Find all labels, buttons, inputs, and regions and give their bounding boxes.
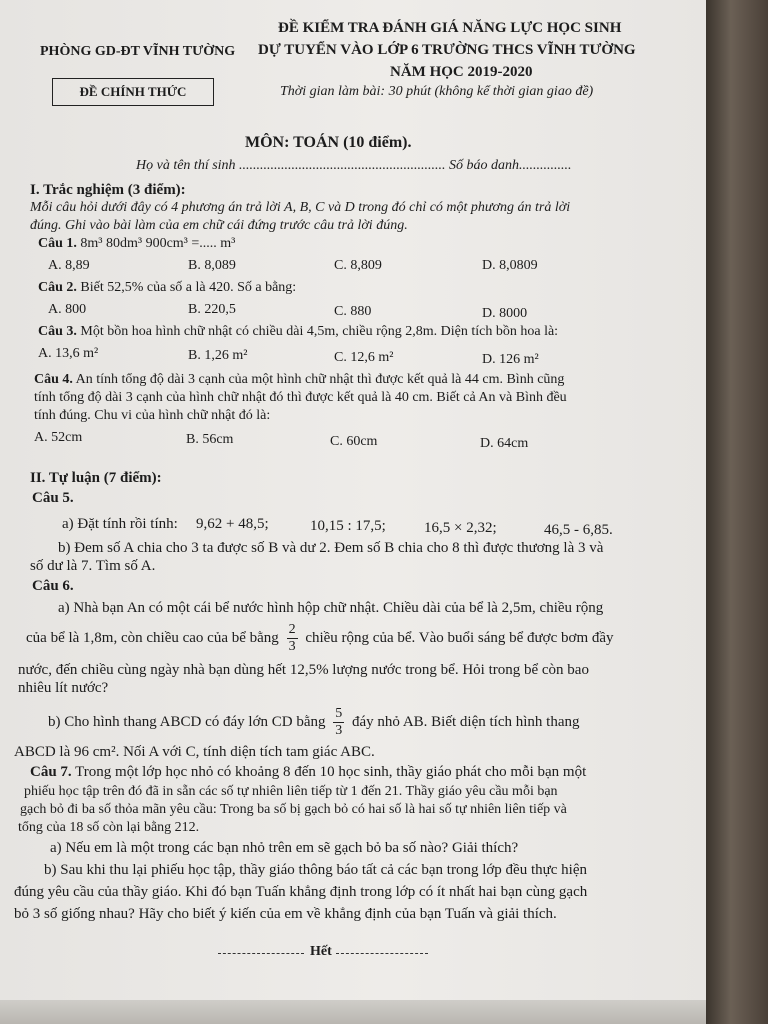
q6a-fraction-denominator: 3 <box>288 639 296 654</box>
q7a-text: a) Nếu em là một trong các bạn nhỏ trên em sẽ gạch bỏ ba số nào? Giải thích? <box>50 840 519 856</box>
candidate-id-label: Số báo danh <box>449 158 520 173</box>
question-3 <box>38 324 558 340</box>
q5a-label: a) Đặt tính rồi tính: <box>62 516 178 532</box>
q5a-item-3: 16,5 × 2,32; <box>424 520 497 536</box>
q4-option-c: C. 60cm <box>330 434 378 449</box>
q6a-fraction <box>287 622 298 655</box>
q1-option-c: C. 8,809 <box>334 258 382 273</box>
q6a-line3: nước, đến chiều cùng ngày nhà bạn dùng hết 12,5% lượng nước trong bể. Hỏi trong bể còn bao <box>18 662 589 678</box>
q6a-line2-pre: của bể là 1,8m, còn chiều cao của bể bằng <box>26 629 279 646</box>
q1-option-b: B. 8,089 <box>188 258 236 273</box>
q6b-fraction <box>333 706 344 739</box>
candidate-name-label: Họ và tên thí sinh <box>136 158 236 173</box>
q3-option-b: B. 1,26 m² <box>188 348 248 363</box>
question-7-line1 <box>30 764 586 781</box>
subject-title: MÔN: TOÁN (10 điểm). <box>245 134 412 151</box>
q5b-line2: số dư là 7. Tìm số A. <box>30 558 156 574</box>
q5a-item-4: 46,5 - 6,85. <box>544 522 613 538</box>
q6a-fraction-numerator: 2 <box>288 622 296 637</box>
q5b-line1: b) Đem số A chia cho 3 ta được số B và dư 2. Đem số B chia cho 8 thì được thương là 3 và <box>58 540 604 556</box>
q3-option-a: A. 13,6 m² <box>38 346 99 361</box>
question-4-text-line1: An tính tổng độ dài 3 cạnh của một hình chữ nhật thì được kết quả là 44 cm. Bình cũng <box>75 372 565 387</box>
exam-title-line2: DỰ TUYỂN VÀO LỚP 6 TRƯỜNG THCS VĨNH TƯỜNG <box>258 42 636 58</box>
part1-instruction-line2: đúng. Ghi vào bài làm của em chữ cái đứng trước câu trả lời đúng. <box>30 218 408 233</box>
q6a-line2 <box>26 622 614 655</box>
q6b-pre: b) Cho hình thang ABCD có đáy lớn CD bằng <box>48 713 326 730</box>
table-surface <box>0 1000 706 1024</box>
q7-line4: tổng của 18 số còn lại bằng 212. <box>18 820 200 835</box>
q4-option-b: B. 56cm <box>186 432 234 447</box>
q6b-fraction-denominator: 3 <box>335 723 343 738</box>
question-3-text: Một bồn hoa hình chữ nhật có chiều dài 4,5m, chiều rộng 2,8m. Diện tích bồn hoa là: <box>80 324 559 339</box>
q7b-line1: b) Sau khi thu lại phiếu học tập, thầy giáo thông báo tất cả các bạn trong lớp đều thực hiện <box>44 862 587 878</box>
q4-option-d: D. 64cm <box>480 436 529 451</box>
end-dash-left <box>218 953 304 954</box>
q2-option-d: D. 8000 <box>482 306 528 321</box>
question-2-text: Biết 52,5% của số a là 420. Số a bằng: <box>80 280 297 295</box>
q6a-line2-post: chiều rộng của bể. Vào buổi sáng bể được bơm đầy <box>305 629 614 646</box>
end-dash-right <box>336 953 428 954</box>
q7-text-line1: Trong một lớp học nhỏ có khoảng 8 đến 10 học sinh, thầy giáo phát cho mỗi bạn một <box>75 764 587 780</box>
question-4-line2: tính tổng độ dài 3 cạnh của hình chữ nhật đó thì được kết quả là 40 cm. Biết cả An và Bình đều <box>34 390 567 405</box>
school-year: NĂM HỌC 2019-2020 <box>390 64 533 80</box>
department-name: PHÒNG GD-ĐT VĨNH TƯỜNG <box>40 44 236 59</box>
q7b-line3: bỏ 3 số giống nhau? Hãy cho biết ý kiến của em về khẳng định của bạn Tuấn và giải thích. <box>14 906 557 922</box>
question-7-label: Câu 7. <box>30 764 72 780</box>
q3-option-c: C. 12,6 m² <box>334 350 394 365</box>
q1-option-d: D. 8,0809 <box>482 258 538 273</box>
question-6-label: Câu 6. <box>32 578 74 594</box>
q5a-item-1: 9,62 + 48,5; <box>196 516 269 532</box>
part2-heading: II. Tự luận (7 điểm): <box>30 470 162 486</box>
candidate-id-dots: ............... <box>519 158 572 173</box>
q6a-line1: a) Nhà bạn An có một cái bể nước hình hộp chữ nhật. Chiều dài của bể là 2,5m, chiều rộng <box>58 600 604 616</box>
candidate-name-row <box>136 158 572 174</box>
q6a-line4: nhiêu lít nước? <box>18 680 109 696</box>
exam-title-line1: ĐỀ KIỂM TRA ĐÁNH GIÁ NĂNG LỰC HỌC SINH <box>278 20 622 36</box>
q6b-post: đáy nhỏ AB. Biết diện tích hình thang <box>352 713 580 730</box>
q6b-line2: ABCD là 96 cm². Nối A với C, tính diện tích tam giác ABC. <box>14 744 375 760</box>
q7-line2: phiếu học tập trên đó đã in sẵn các số tự nhiên liên tiếp từ 1 đến 21. Thầy giáo yêu cầu mỗi bạn <box>24 784 558 799</box>
q6b-line1 <box>48 706 579 739</box>
q4-option-a: A. 52cm <box>34 430 83 445</box>
official-exam-box: ĐỀ CHÍNH THỨC <box>52 78 214 106</box>
time-note: Thời gian làm bài: 30 phút (không kể thời gian giao đề) <box>280 84 594 99</box>
q1-option-a: A. 8,89 <box>48 258 90 273</box>
question-1-text: 8m³ 80dm³ 900cm³ =..... m³ <box>80 236 236 251</box>
question-4-label: Câu 4. <box>34 372 73 387</box>
end-marker: Hết <box>310 944 332 959</box>
question-2 <box>38 280 296 296</box>
question-4-line3: tính đúng. Chu vi của hình chữ nhật đó là: <box>34 408 271 423</box>
part1-instruction-line1: Mỗi câu hỏi dưới đây có 4 phương án trả lời A, B, C và D trong đó chỉ có một phương án trả lời <box>30 200 571 215</box>
q3-option-d: D. 126 m² <box>482 352 539 367</box>
q7b-line2: đúng yêu cầu của thầy giáo. Khi đó bạn Tuấn khẳng định trong lớp có ít nhất hai bạn cùng gạch <box>14 884 588 900</box>
question-1-label: Câu 1. <box>38 236 77 251</box>
q5a-item-2: 10,15 : 17,5; <box>310 518 386 534</box>
q2-option-c: C. 880 <box>334 304 372 319</box>
question-3-label: Câu 3. <box>38 324 77 339</box>
q6b-fraction-numerator: 5 <box>335 706 343 721</box>
candidate-name-dots: ........................................................... <box>239 158 446 173</box>
q2-option-b: B. 220,5 <box>188 302 236 317</box>
question-4-line1 <box>34 372 564 388</box>
background-shadow <box>706 0 768 1024</box>
q2-option-a: A. 800 <box>48 302 87 317</box>
part1-heading: I. Trắc nghiệm (3 điểm): <box>30 182 186 198</box>
question-2-label: Câu 2. <box>38 280 77 295</box>
q7-line3: gạch bỏ đi ba số thỏa mãn yêu cầu: Trong ba số bị gạch bỏ có hai số là hai số tự nhiên liên tiếp và <box>20 802 567 817</box>
question-5-label: Câu 5. <box>32 490 74 506</box>
question-1 <box>38 236 235 252</box>
